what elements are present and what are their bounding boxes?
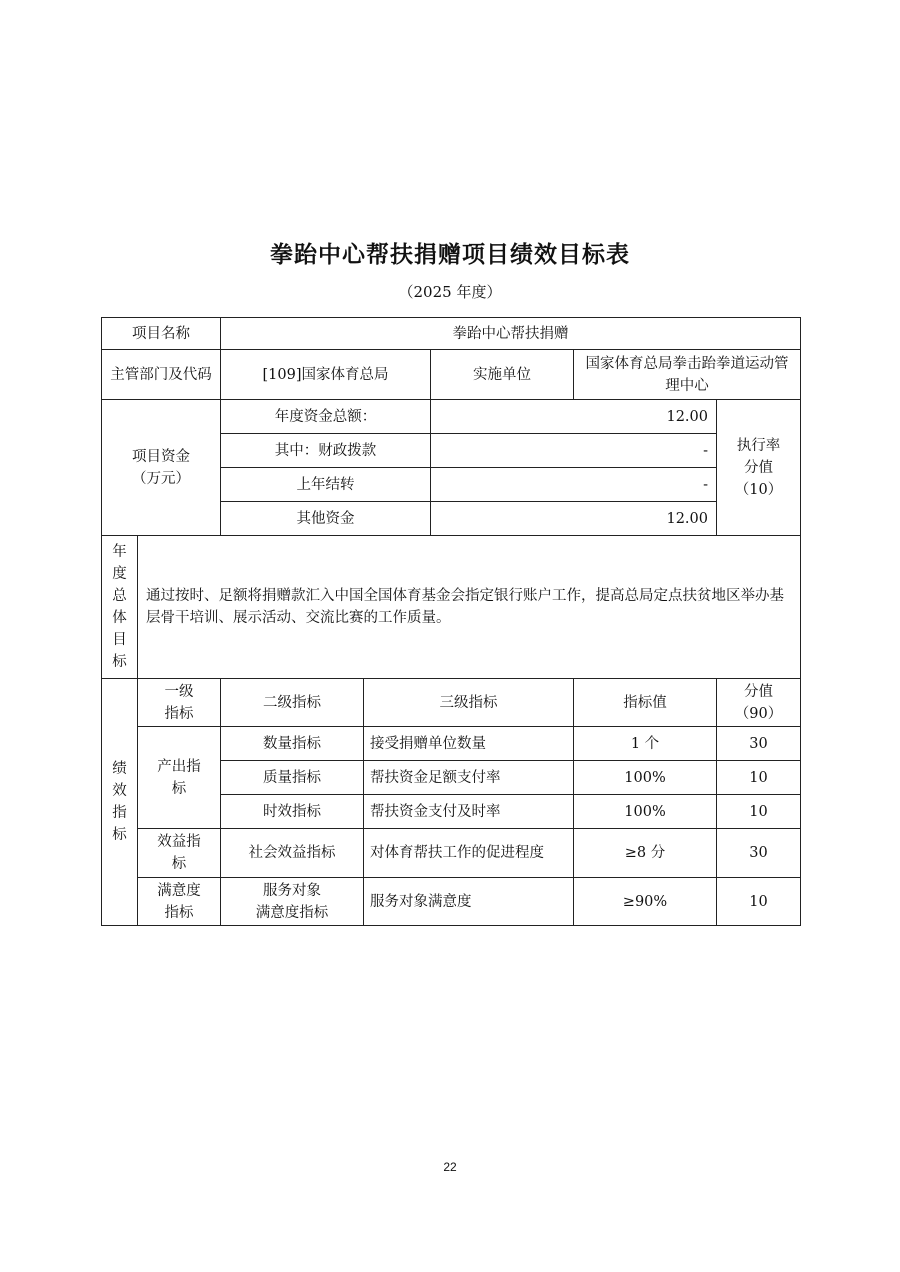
level3-cell: 接受捐赠单位数量 <box>364 727 574 761</box>
indicators-label: 绩 效 指 标 <box>102 679 138 926</box>
page-number: 22 <box>443 1160 457 1174</box>
project-name-label: 项目名称 <box>102 318 221 350</box>
value-cell: 100% <box>574 795 717 829</box>
dept-label: 主管部门及代码 <box>102 350 221 400</box>
page-title: 拳跆中心帮扶捐赠项目绩效目标表 <box>270 242 630 268</box>
level2-cell: 数量指标 <box>221 727 364 761</box>
value-cell: 1 个 <box>574 727 717 761</box>
level3-cell: 对体育帮扶工作的促进程度 <box>364 829 574 878</box>
indicator-row <box>102 878 801 926</box>
score-cell: 30 <box>717 727 801 761</box>
funds-label: 项目资金 （万元） <box>102 400 221 536</box>
level3-cell: 服务对象满意度 <box>364 878 574 926</box>
level1-satisfaction: 满意度 指标 <box>138 878 221 926</box>
level2-cell: 时效指标 <box>221 795 364 829</box>
header-score: 分值 （90） <box>717 679 801 727</box>
funds-fiscal-label: 其中：财政拨款 <box>221 434 431 468</box>
project-name-row <box>102 318 801 350</box>
annual-goal-text: 通过按时、足额将捐赠款汇入中国全国体育基金会指定银行账户工作，提高总局定点扶贫地区举办基层骨干培训、展示活动、交流比赛的工作质量。 <box>138 536 801 679</box>
level2-cell: 服务对象 满意度指标 <box>221 878 364 926</box>
annual-goal-row <box>102 536 801 679</box>
exec-score-label: 执行率 分值 （10） <box>717 400 801 536</box>
header-level2: 二级指标 <box>221 679 364 727</box>
level3-cell: 帮扶资金足额支付率 <box>364 761 574 795</box>
value-cell: 100% <box>574 761 717 795</box>
level2-cell: 质量指标 <box>221 761 364 795</box>
funds-fiscal-value: - <box>431 434 717 468</box>
annual-goal-label: 年 度 总 体 目 标 <box>102 536 138 679</box>
score-cell: 10 <box>717 795 801 829</box>
funds-other-label: 其他资金 <box>221 502 431 536</box>
value-cell: ≥90% <box>574 878 717 926</box>
funds-other-value: 12.00 <box>431 502 717 536</box>
funds-total-row <box>102 400 801 434</box>
funds-total-label: 年度资金总额： <box>221 400 431 434</box>
indicator-header-row <box>102 679 801 727</box>
header-value: 指标值 <box>574 679 717 727</box>
page-subtitle: （2025 年度） <box>398 283 502 301</box>
score-cell: 10 <box>717 761 801 795</box>
indicator-row <box>102 727 801 761</box>
dept-value: [109]国家体育总局 <box>221 350 431 400</box>
level1-benefit: 效益指 标 <box>138 829 221 878</box>
level2-cell: 社会效益指标 <box>221 829 364 878</box>
department-row <box>102 350 801 400</box>
header-level1: 一级 指标 <box>138 679 221 727</box>
header-level3: 三级指标 <box>364 679 574 727</box>
funds-carryover-value: - <box>431 468 717 502</box>
funds-carryover-label: 上年结转 <box>221 468 431 502</box>
level3-cell: 帮扶资金支付及时率 <box>364 795 574 829</box>
impl-value: 国家体育总局拳击跆拳道运动管理中心 <box>574 350 801 400</box>
impl-label: 实施单位 <box>431 350 574 400</box>
indicator-row <box>102 829 801 878</box>
level1-output: 产出指 标 <box>138 727 221 829</box>
project-name-value: 拳跆中心帮扶捐赠 <box>221 318 801 350</box>
value-cell: ≥8 分 <box>574 829 717 878</box>
performance-table <box>101 317 801 926</box>
score-cell: 10 <box>717 878 801 926</box>
score-cell: 30 <box>717 829 801 878</box>
funds-total-value: 12.00 <box>431 400 717 434</box>
